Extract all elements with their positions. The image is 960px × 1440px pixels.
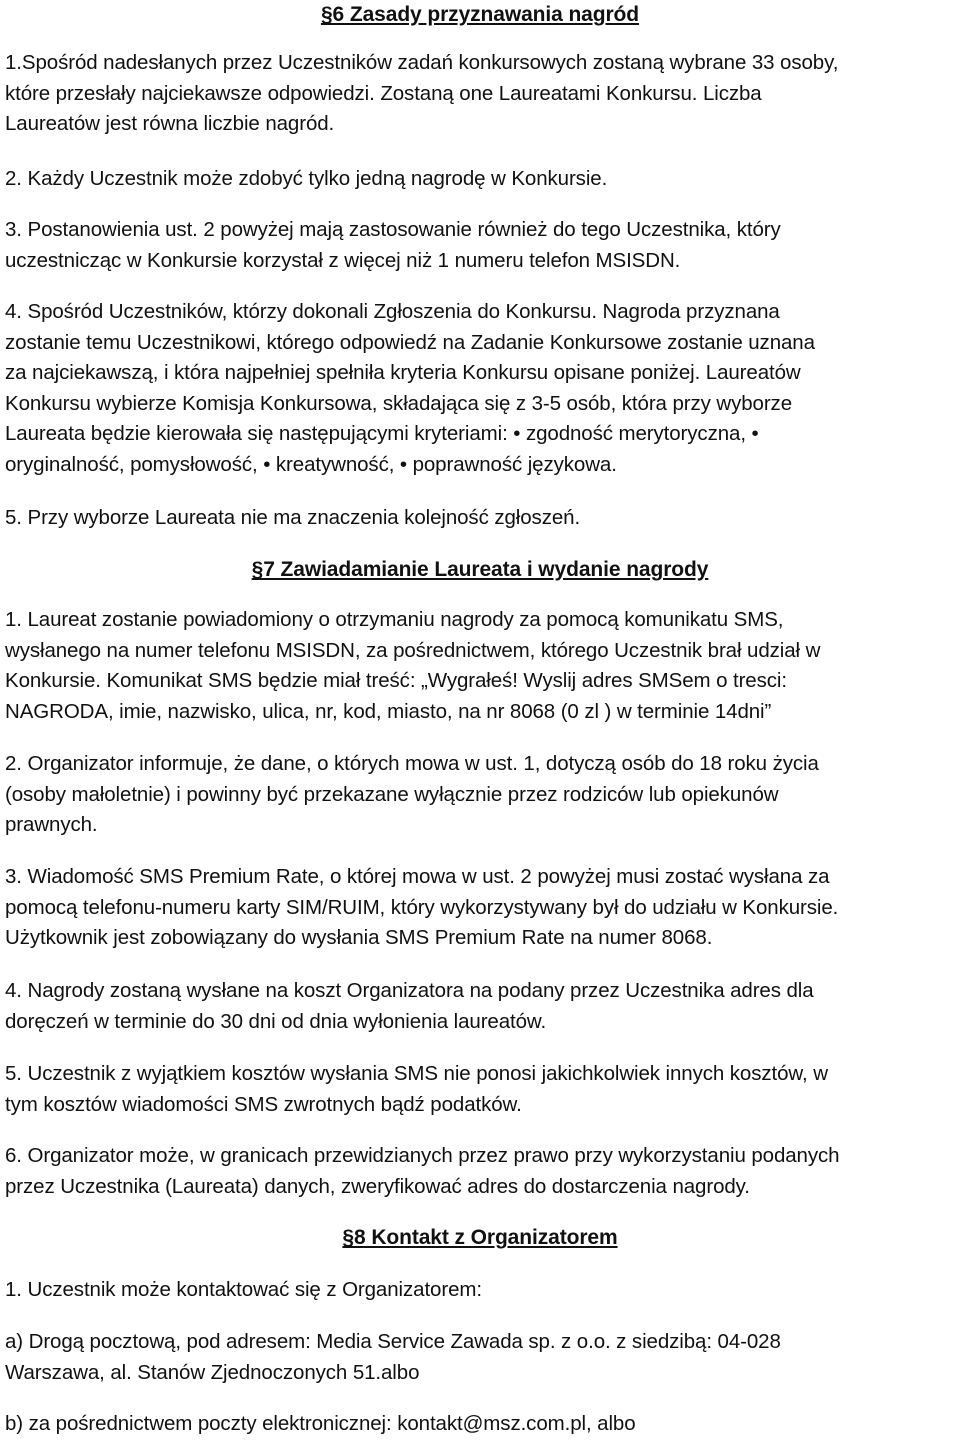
paragraph	[5, 48, 838, 140]
section-7-heading-block	[5, 555, 955, 585]
text-line: Konkursu wybierze Komisja Konkursowa, składająca się z 3-5 osób, która przy wyborze	[5, 391, 792, 415]
text-line: Warszawa, al. Stanów Zjednoczonych 51.albo	[5, 1360, 420, 1384]
paragraph-text	[5, 215, 781, 276]
text-line: a) Drogą pocztową, pod adresem: Media Service Zawada sp. z o.o. z siedzibą: 04-028	[5, 1330, 781, 1353]
section-heading	[5, 0, 955, 30]
text-line: NAGRODA, imie, nazwisko, ulica, nr, kod, miasto, na nr 8068 (0 zl ) w terminie 14dni”	[5, 699, 772, 723]
paragraph	[5, 976, 814, 1037]
paragraph	[5, 1059, 828, 1120]
paragraph-text	[5, 976, 814, 1037]
paragraph	[5, 1141, 839, 1202]
text-line: zostanie temu Uczestnikowi, którego odpowiedź na Zadanie Konkursowe zostanie uznana	[5, 330, 815, 354]
text-line: b) za pośrednictwem poczty elektronicznej: kontakt@msz.com.pl, albo	[5, 1412, 636, 1435]
section-heading-text: §6 Zasady przyznawania nagród	[320, 3, 640, 26]
paragraph-text	[5, 1327, 781, 1388]
paragraph	[5, 1409, 636, 1440]
text-line: Laureatów jest równa liczbie nagród.	[5, 112, 335, 135]
paragraph-text	[5, 1409, 636, 1440]
paragraph	[5, 749, 819, 841]
text-line: prawnych.	[5, 813, 98, 836]
text-line: 2. Organizator informuje, że dane, o których mowa w ust. 1, dotyczą osób do 18 roku życia	[5, 752, 819, 775]
paragraph-text	[5, 1059, 828, 1120]
text-line: (osoby małoletnie) i powinny być przekazane wyłącznie przez rodziców lub opiekunów	[5, 782, 779, 806]
paragraph	[5, 862, 838, 954]
text-line: za najciekawszą, i która najpełniej spełniła kryteria Konkursu opisane poniżej. Laureatów	[5, 361, 801, 384]
text-line: tym kosztów wiadomości SMS zwrotnych bądź podatków.	[5, 1092, 522, 1116]
text-line: doręczeń w terminie do 30 dni od dnia wyłonienia laureatów.	[5, 1009, 547, 1033]
section-8-heading-block	[5, 1223, 955, 1253]
text-line: Laureata będzie kierowała się następującymi kryteriami: • zgodność merytoryczna, •	[5, 422, 759, 445]
paragraph	[5, 1275, 482, 1306]
paragraph	[5, 503, 580, 534]
section-heading	[5, 555, 955, 585]
paragraph-text	[5, 164, 607, 195]
paragraph	[5, 164, 607, 195]
text-line: pomocą telefonu-numeru karty SIM/RUIM, który wykorzystywany był do udziału w Konkursie.	[5, 895, 839, 919]
text-line: wysłanego na numer telefonu MSISDN, za pośrednictwem, którego Uczestnik brał udział w	[5, 638, 821, 662]
paragraph-text	[5, 749, 819, 841]
text-line: 6. Organizator może, w granicach przewidzianych przez prawo przy wykorzystaniu podanych	[5, 1144, 840, 1167]
paragraph	[5, 297, 815, 480]
section-heading-text: §8 Kontakt z Organizatorem	[342, 1226, 618, 1249]
section-heading	[5, 1223, 955, 1253]
section-heading-text: §7 Zawiadamianie Laureata i wydanie nagrody	[251, 558, 709, 581]
text-line: Użytkownik jest zobowiązany do wysłania SMS Premium Rate na numer 8068.	[5, 926, 713, 949]
paragraph-text	[5, 297, 815, 480]
text-line: uczestnicząc w Konkursie korzystał z więcej niż 1 numeru telefon MSISDN.	[5, 248, 681, 272]
paragraph-text	[5, 1275, 482, 1306]
paragraph-text	[5, 503, 580, 534]
text-line: 1.Spośród nadesłanych przez Uczestników zadań konkursowych zostaną wybrane 33 osoby,	[5, 51, 839, 74]
text-line: 3. Postanowienia ust. 2 powyżej mają zastosowanie również do tego Uczestnika, który	[5, 218, 781, 241]
paragraph-text	[5, 605, 820, 727]
paragraph-text	[5, 48, 838, 140]
text-line: 5. Przy wyborze Laureata nie ma znaczenia kolejność zgłoszeń.	[5, 506, 581, 529]
text-line: 1. Uczestnik może kontaktować się z Organizatorem:	[5, 1278, 482, 1301]
text-line: Konkursie. Komunikat SMS będzie miał treść: „Wygrałeś! Wyslij adres SMSem o tresci:	[5, 669, 787, 692]
text-line: 5. Uczestnik z wyjątkiem kosztów wysłania SMS nie ponosi jakichkolwiek innych kosztów, w	[5, 1062, 828, 1085]
paragraph-text	[5, 1141, 839, 1202]
paragraph-text	[5, 862, 838, 954]
text-line: przez Uczestnika (Laureata) danych, zweryfikować adres do dostarczenia nagrody.	[5, 1174, 750, 1198]
section-6-heading-block	[5, 0, 955, 30]
text-line: 1. Laureat zostanie powiadomiony o otrzymaniu nagrody za pomocą komunikatu SMS,	[5, 608, 784, 631]
text-line: 4. Nagrody zostaną wysłane na koszt Organizatora na podany przez Uczestnika adres dla	[5, 979, 814, 1002]
paragraph	[5, 1327, 781, 1388]
paragraph	[5, 215, 781, 276]
paragraph	[5, 605, 820, 727]
text-line: 4. Spośród Uczestników, którzy dokonali Zgłoszenia do Konkursu. Nagroda przyznana	[5, 300, 780, 323]
text-line: 3. Wiadomość SMS Premium Rate, o której mowa w ust. 2 powyżej musi zostać wysłana za	[5, 865, 830, 888]
text-line: 2. Każdy Uczestnik może zdobyć tylko jedną nagrodę w Konkursie.	[5, 167, 608, 190]
text-line: oryginalność, pomysłowość, • kreatywność, • poprawność językowa.	[5, 452, 617, 476]
text-line: które przesłały najciekawsze odpowiedzi. Zostaną one Laureatami Konkursu. Liczba	[5, 81, 762, 105]
